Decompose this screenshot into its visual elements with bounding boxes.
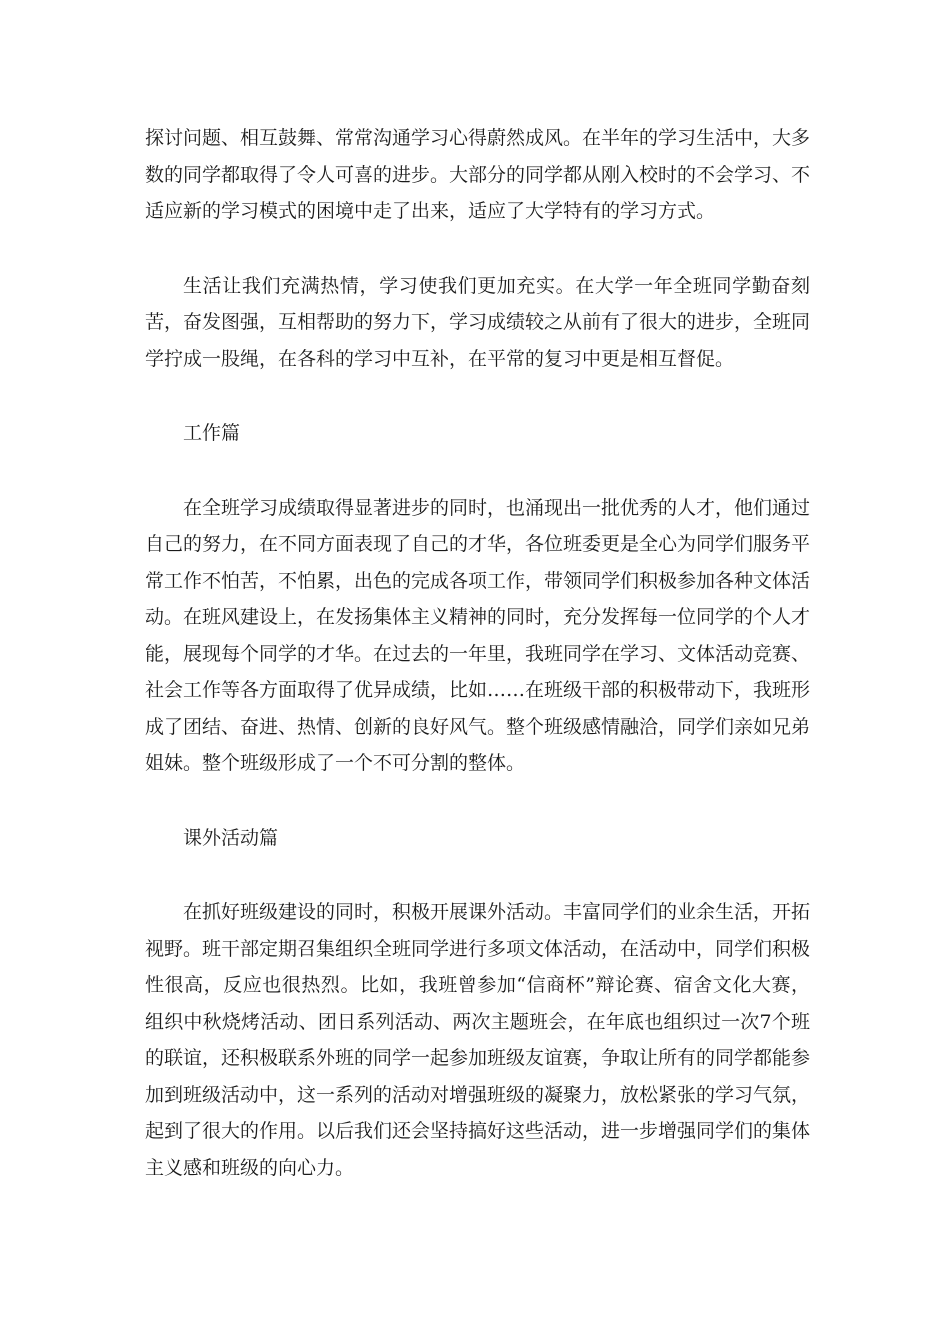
section-heading-work: 工作篇 bbox=[183, 422, 241, 444]
paragraph-extracurricular: 在抓好班级建设的同时，积极开展课外活动。丰富同学们的业余生活，开拓视野。班干部定期召集组织全班同学进行多项文体活动，在活动中，同学们积极性很高，反应也很热烈。比如，我班曾参加“信商杯”辩论赛、宿舍文化大赛，组织中秋烧烤活动、团日系列活动、两次主题班会，在年底也组织过一次7个班的联谊，还积极联系外班的同学一起参加班级友谊赛，争取让所有的同学都能参加到班级活动中，这一系列的活动对增强班级的凝聚力，放松紧张的学习气氛，起到了很大的作用。以后我们还会坚持搞好这些活动，进一步增强同学们的集体主义感和班级的向心力。 bbox=[145, 901, 811, 1179]
paragraph-work: 在全班学习成绩取得显著进步的同时，也涌现出一批优秀的人才，他们通过自己的努力，在不同方面表现了自己的才华，各位班委更是全心为同学们服务平常工作不怕苦，不怕累，出色的完成各项工作，带领同学们积极参加各种文体活动。在班风建设上，在发扬集体主义精神的同时，充分发挥每一位同学的个人才能，展现每个同学的才华。在过去的一年里，我班同学在学习、文体活动竞赛、社会工作等各方面取得了优异成绩，比如……在班级干部的积极带动下，我班形成了团结、奋进、热情、创新的良好风气。整个班级感情融洽，同学们亲如兄弟姐妹。整个班级形成了一个不可分割的整体。 bbox=[145, 496, 811, 774]
paragraph-gap bbox=[145, 230, 810, 268]
document-body bbox=[145, 120, 810, 1186]
paragraph-gap bbox=[145, 452, 810, 490]
paragraph-study-life: 生活让我们充满热情，学习使我们更加充实。在大学一年全班同学勤奋刻苦，奋发图强，互相帮助的努力下，学习成绩较之从前有了很大的进步，全班同学拧成一股绳，在各科的学习中互补，在平常的复习中更是相互督促。 bbox=[145, 274, 811, 370]
section-heading-extracurricular: 课外活动篇 bbox=[183, 826, 279, 849]
paragraph-gap bbox=[145, 782, 810, 820]
paragraph-gap bbox=[145, 856, 810, 894]
paragraph-study-continuation: 探讨问题、相互鼓舞、常常沟通学习心得蔚然成风。在半年的学习生活中，大多数的同学都取得了令人可喜的进步。大部分的同学都从刚入校时的不会学习、不适应新的学习模式的困境中走了出来，适应了大学特有的学习方式。 bbox=[145, 127, 811, 222]
paragraph-gap bbox=[145, 377, 810, 415]
